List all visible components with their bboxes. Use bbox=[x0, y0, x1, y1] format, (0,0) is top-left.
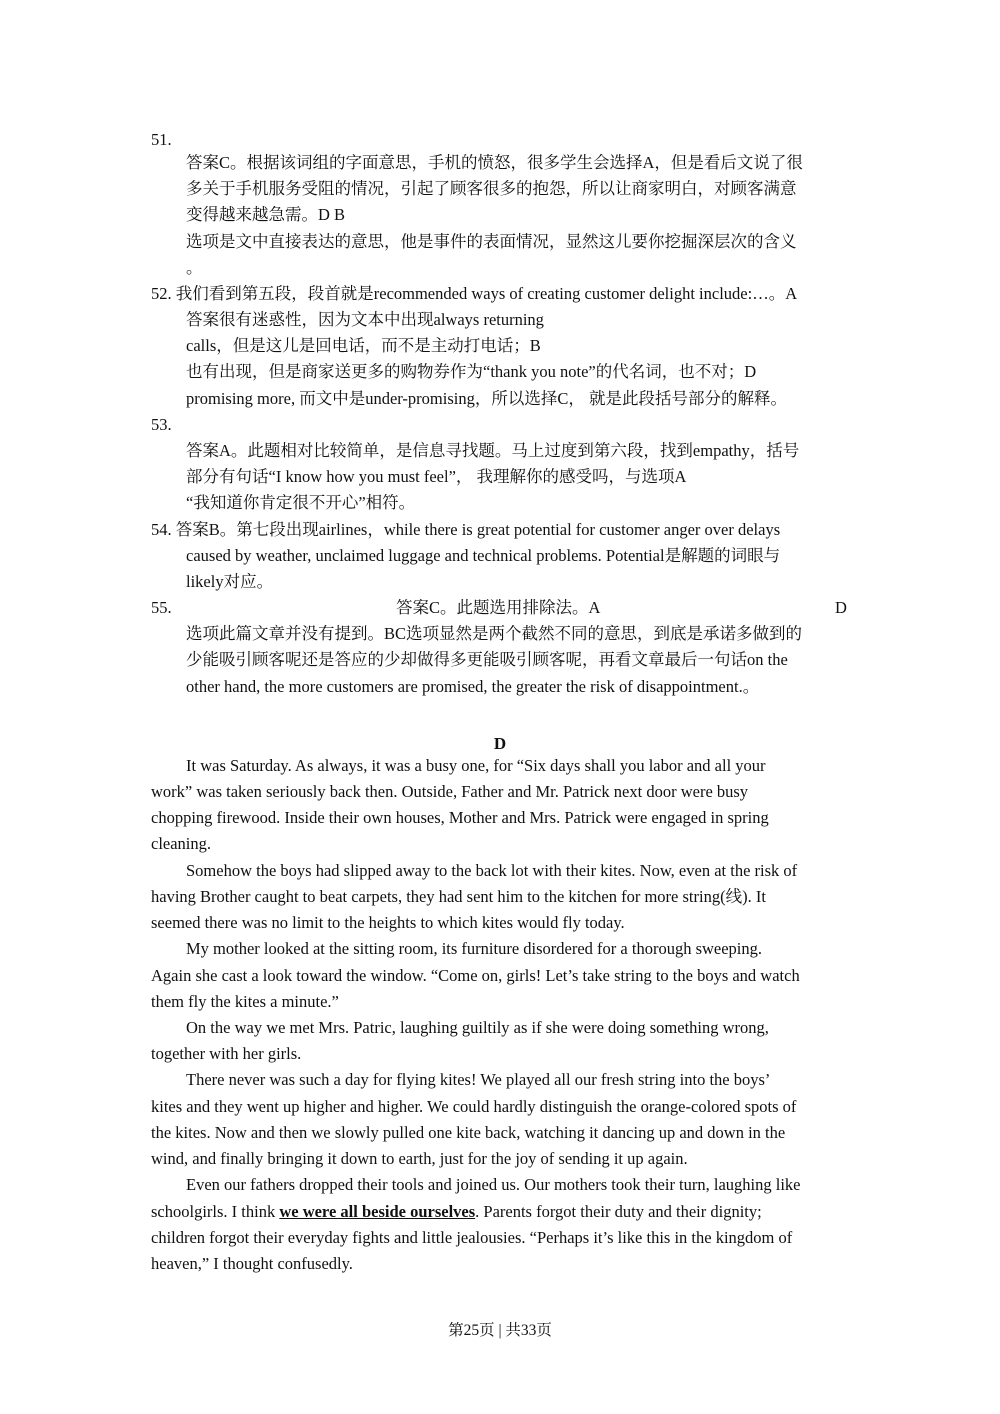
passage-line-underlined bbox=[151, 1199, 762, 1225]
passage-line: wind, and finally bringing it down to earth, just for the joy of sending it up again. bbox=[151, 1149, 688, 1168]
q54-line-3: likely对应。 bbox=[186, 572, 274, 591]
passage-line: On the way we met Mrs. Patric, laughing guiltily as if she were doing something wrong, bbox=[186, 1018, 769, 1037]
passage-line: It was Saturday. As always, it was a busy one, for “Six days shall you labor and all your bbox=[186, 756, 766, 775]
passage-line: work” was taken seriously back then. Outside, Father and Mr. Patrick next door were busy bbox=[151, 782, 749, 801]
passage-line: Somehow the boys had slipped away to the back lot with their kites. Now, even at the risk of bbox=[186, 861, 798, 880]
q51-line-3: 变得越来越急需。D B bbox=[186, 205, 346, 224]
passage-line: them fly the kites a minute.” bbox=[151, 992, 339, 1011]
q52-line-5: promising more, 而文中是under-promising，所以选择C， 就是此段括号部分的解释。 bbox=[186, 389, 787, 408]
q53-number: 53. bbox=[151, 415, 172, 434]
q54-line-1: 54. 答案B。第七段出现airlines，while there is great potential for customer anger over delays bbox=[151, 520, 781, 539]
q52-line-3: calls，但是这儿是回电话，而不是主动打电话；B bbox=[186, 336, 541, 355]
q52-line-4: 也有出现，但是商家送更多的购物券作为“thank you note”的代名词，也不对；D bbox=[186, 362, 757, 381]
passage-line: Again she cast a look toward the window. “Come on, girls! Let’s take string to the boys and watch bbox=[151, 966, 800, 985]
passage-line: cleaning. bbox=[151, 834, 212, 853]
passage-line: kites and they went up higher and higher. We could hardly distinguish the orange-colored spots of bbox=[151, 1097, 797, 1116]
underlined-phrase: we were all beside ourselves bbox=[279, 1202, 476, 1221]
passage-line: chopping firewood. Inside their own houses, Mother and Mrs. Patrick were engaged in spring bbox=[151, 808, 769, 827]
q53-line-1: 答案A。此题相对比较简单，是信息寻找题。马上过度到第六段，找到empathy，括号 bbox=[186, 441, 800, 460]
passage-title: D bbox=[493, 734, 507, 753]
page-footer: 第25页 | 共33页 bbox=[448, 1322, 552, 1339]
q53-line-3: “我知道你肯定很不开心”相符。 bbox=[186, 493, 416, 512]
passage-line: My mother looked at the sitting room, its furniture disordered for a thorough sweeping. bbox=[186, 939, 763, 958]
q55-line-3: other hand, the more customers are promised, the greater the risk of disappointment.。 bbox=[186, 677, 760, 696]
q51-line-2: 多关于手机服务受阻的情况，引起了顾客很多的抱怨，所以让商家明白，对顾客满意 bbox=[186, 179, 797, 198]
q51-number: 51. bbox=[151, 130, 172, 149]
q55-number: 55. bbox=[151, 598, 172, 617]
passage-line: heaven,” I thought confusedly. bbox=[151, 1254, 353, 1273]
passage-line: There never was such a day for flying kites! We played all our fresh string into the boys’ bbox=[186, 1070, 771, 1089]
q55-line-2: 少能吸引顾客呢还是答应的少却做得多更能吸引顾客呢，再看文章最后一句话on the bbox=[186, 650, 788, 669]
passage-text: . Parents forgot their duty and their dignity; bbox=[475, 1202, 762, 1221]
q55-option-d: D bbox=[835, 598, 847, 617]
q55-answer: 答案C。此题选用排除法。A bbox=[396, 598, 601, 617]
q51-line-4: 选项是文中直接表达的意思，他是事件的表面情况，显然这儿要你挖掘深层次的含义 bbox=[186, 232, 797, 251]
passage-line: Even our fathers dropped their tools and joined us. Our mothers took their turn, laughing like bbox=[186, 1175, 801, 1194]
passage-text: schoolgirls. I think bbox=[151, 1202, 280, 1221]
q52-line-2: 答案很有迷惑性，因为文本中出现always returning bbox=[186, 310, 544, 329]
passage-line: the kites. Now and then we slowly pulled one kite back, watching it dancing up and down in the bbox=[151, 1123, 786, 1142]
passage-line: having Brother caught to beat carpets, they had sent him to the kitchen for more string(线). It bbox=[151, 887, 766, 906]
passage-line: children forgot their everyday fights and little jealousies. “Perhaps it’s like this in the kingdom of bbox=[151, 1228, 793, 1247]
passage-line: together with her girls. bbox=[151, 1044, 302, 1063]
q52-line-1: 52. 我们看到第五段，段首就是recommended ways of creating customer delight include:…。A bbox=[151, 284, 798, 303]
q51-line-1: 答案C。根据该词组的字面意思，手机的愤怒，很多学生会选择A，但是看后文说了很 bbox=[186, 153, 803, 172]
passage-line: seemed there was no limit to the heights to which kites would fly today. bbox=[151, 913, 625, 932]
q55-line-1: 选项此篇文章并没有提到。BC选项显然是两个截然不同的意思，到底是承诺多做到的 bbox=[186, 624, 803, 643]
q51-line-5: 。 bbox=[186, 258, 203, 277]
q53-line-2: 部分有句话“I know how you must feel”， 我理解你的感受吗，与选项A bbox=[186, 467, 687, 486]
q54-line-2: caused by weather, unclaimed luggage and technical problems. Potential是解题的词眼与 bbox=[186, 546, 781, 565]
